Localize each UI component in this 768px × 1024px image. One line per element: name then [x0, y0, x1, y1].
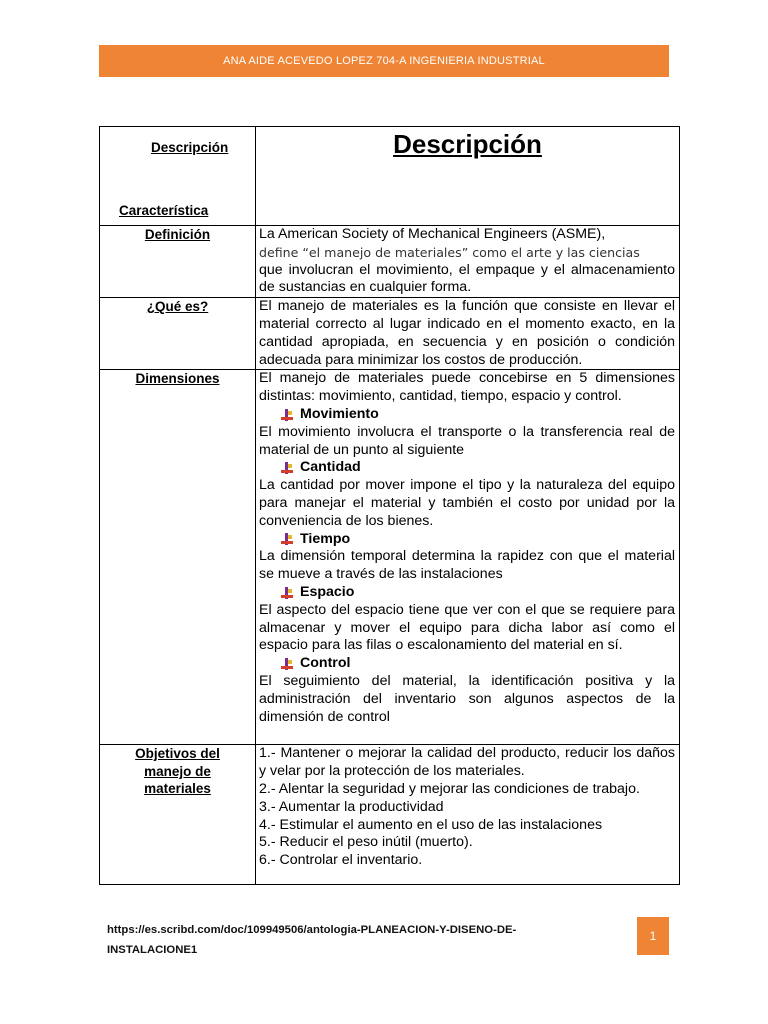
header-right-cell	[256, 127, 680, 226]
page-number-badge	[637, 917, 669, 955]
dimension-heading	[256, 584, 679, 602]
header-descripcion-label: Descripción	[151, 140, 229, 155]
bullet-arrow-icon	[280, 532, 294, 546]
dimension-heading	[256, 531, 679, 549]
objetivos-label-line: manejo de	[144, 763, 211, 779]
definicion-rest: que involucran el movimiento, el empaque y el almacenamiento de sustancias en cualquier forma.	[259, 261, 675, 296]
table-header-row	[100, 127, 680, 226]
dimension-title: Cantidad	[300, 459, 361, 476]
objetivo-item: 1.- Mantener o mejorar la calidad del producto, reducir los daños y velar por la protección de los materiales.	[259, 745, 675, 780]
dimension-heading	[256, 655, 679, 673]
objetivos-label-line: materiales	[144, 781, 211, 797]
dimension-title: Espacio	[300, 583, 355, 600]
dimension-text: El aspecto del espacio tiene que ver con el que se requiere para almacenar y mover el equipo para dicha labor así como el espacio para las filas o escalonamiento del material en sí.	[259, 601, 675, 654]
row-label-dimensiones: Dimensiones	[135, 371, 220, 387]
header-left-cell	[100, 127, 256, 226]
dimension-text: El seguimiento del material, la identificación positiva y la administración del inventario son algunos aspectos de la dimensión de control	[259, 672, 675, 725]
bullet-arrow-icon	[280, 586, 294, 600]
objetivo-item: 4.- Estimular el aumento en el uso de las instalaciones	[259, 816, 603, 833]
definicion-line-1: La American Society of Mechanical Engineers (ASME),	[259, 226, 606, 242]
table-row	[100, 226, 680, 298]
dimensiones-intro: El manejo de materiales puede concebirse en 5 dimensiones distintas: movimiento, cantidad, tiempo, espacio y control.	[259, 370, 675, 405]
content-table	[99, 126, 680, 885]
objetivo-item: 6.- Controlar el inventario.	[259, 852, 423, 869]
dimension-title: Control	[300, 655, 351, 672]
footer-url-line: INSTALACIONE1	[107, 944, 198, 956]
row-label-definicion: Definición	[144, 227, 211, 242]
header-bar	[99, 45, 669, 77]
header-title: ANA AIDE ACEVEDO LOPEZ 704-A INGENIERIA INDUSTRIAL	[223, 55, 545, 67]
page-number: 1	[649, 929, 657, 943]
bullet-arrow-icon	[280, 461, 294, 475]
page-title: Descripción	[393, 129, 542, 159]
objetivo-item: 5.- Reducir el peso inútil (muerto).	[259, 834, 473, 851]
objetivos-label-line: Objetivos del	[135, 746, 220, 762]
definicion-line-2: define “el manejo de materiales” como el arte y las ciencias	[259, 244, 640, 260]
dimension-text: La dimensión temporal determina la rapidez con que el material se mueve a través de las instalaciones	[259, 548, 675, 583]
table-row	[100, 298, 680, 370]
objetivo-item: 3.- Aumentar la productividad	[259, 798, 444, 815]
dimension-title: Tiempo	[300, 530, 351, 547]
header-caracteristica-label: Característica	[119, 203, 209, 218]
dimension-heading	[256, 459, 679, 477]
dimension-text: La cantidad por mover impone el tipo y la naturaleza del equipo para manejar el material y también el costo por unidad por la conveniencia de los bienes.	[259, 477, 675, 529]
que-es-text: El manejo de materiales es la función que consiste en llevar el material correcto al lugar indicado en el momento exacto, en la cantidad apropiada, en secuencia y en posición o condición adecuada para minimizar los costos de producción.	[259, 298, 675, 368]
table-row	[100, 370, 680, 745]
footer-source-url	[107, 920, 577, 960]
dimension-text: El movimiento involucra el transporte o la transferencia real de material de un punto al siguiente	[259, 423, 675, 458]
bullet-arrow-icon	[280, 408, 294, 422]
objetivo-item: 2.- Alentar la seguridad y mejorar las condiciones de trabajo.	[259, 780, 640, 797]
dimension-title: Movimiento	[300, 405, 379, 422]
table-row	[100, 745, 680, 885]
bullet-arrow-icon	[280, 657, 294, 671]
footer-url-line: https://es.scribd.com/doc/109949506/antologia-PLANEACION-Y-DISENO-DE-	[107, 924, 517, 936]
dimension-heading	[256, 406, 679, 424]
row-label-objetivos	[100, 745, 255, 798]
row-label-que-es: ¿Qué es?	[146, 299, 209, 315]
